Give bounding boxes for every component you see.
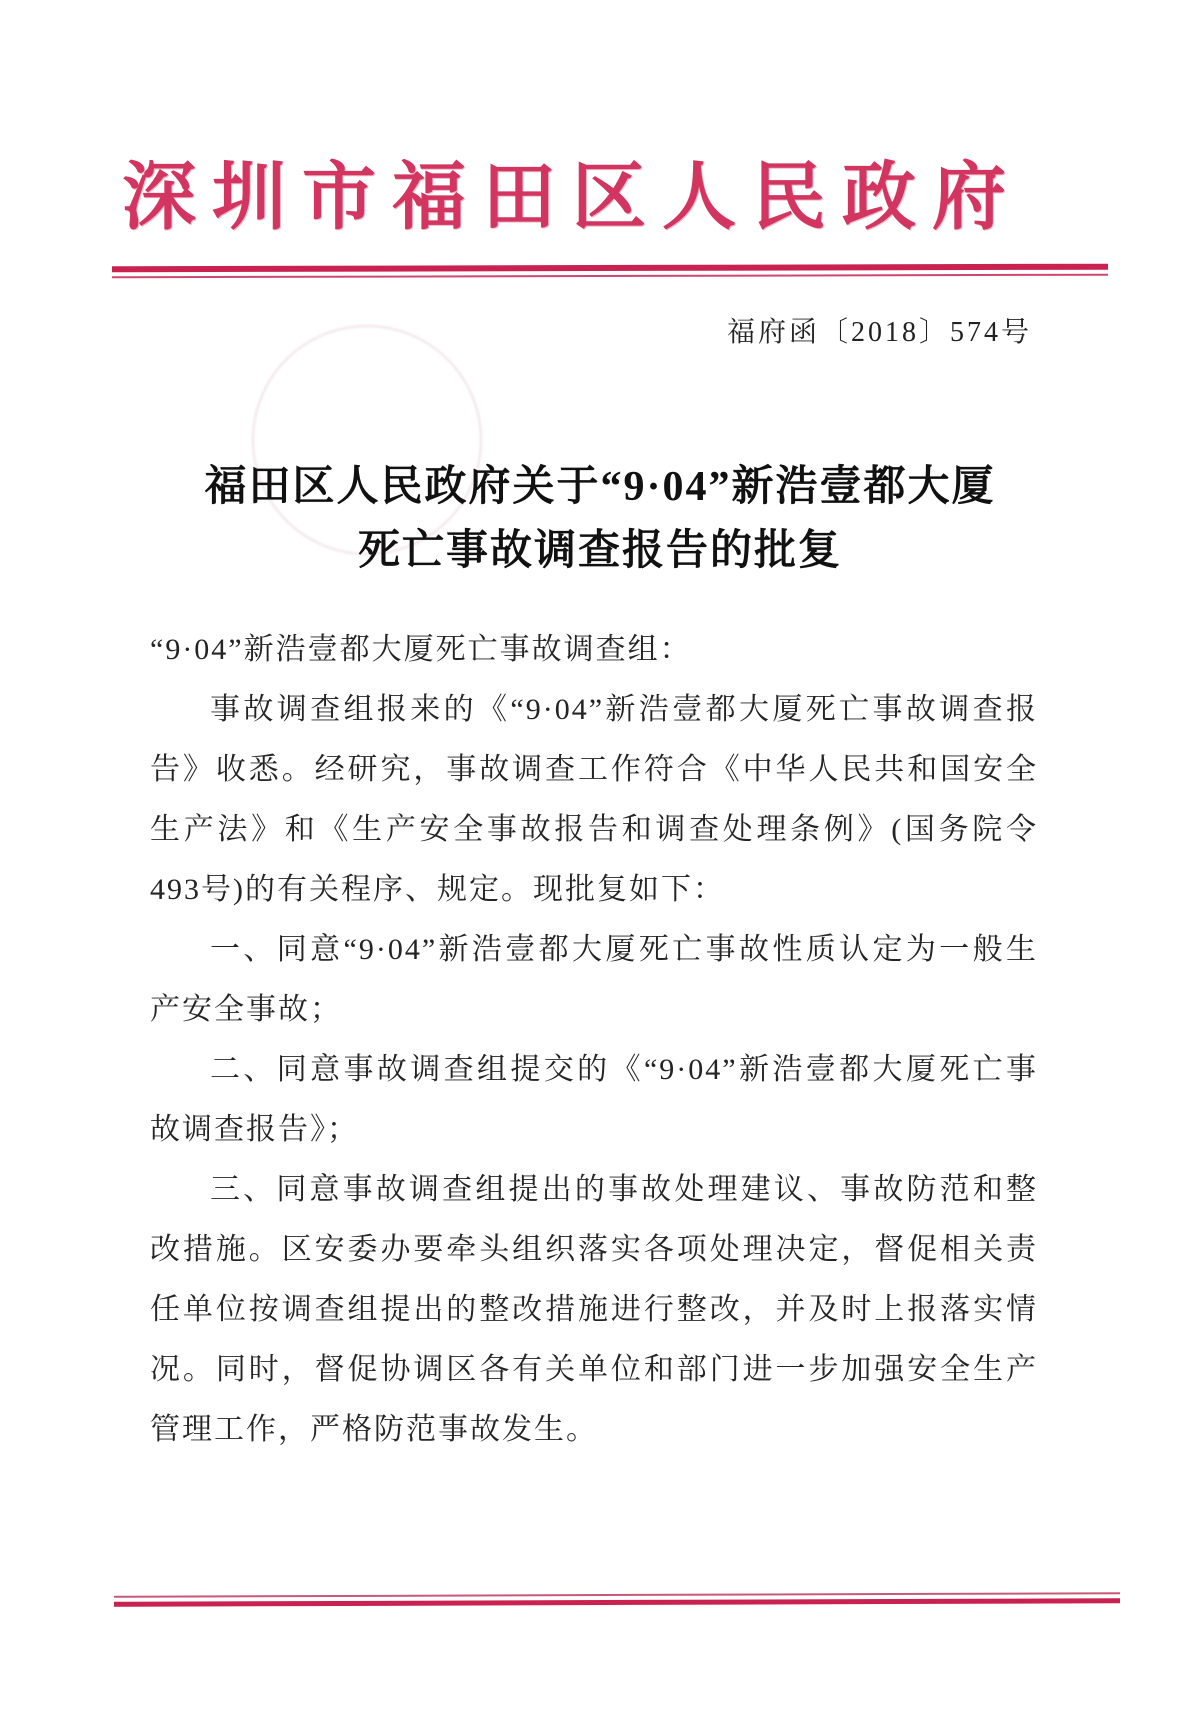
body-paragraph-intro: 事故调查组报来的《“9·04”新浩壹都大厦死亡事故调查报告》收悉。经研究，事故调查工作符合《中华人民共和国安全生产法》和《生产安全事故报告和调查处理条例》(国务院令493号)的有关程序、规定。现批复如下：: [150, 693, 1038, 906]
masthead-rule-thick-line: [112, 264, 1108, 273]
document-title: [0, 455, 1200, 583]
salutation-line: “9·04”新浩壹都大厦死亡事故调查组：: [150, 633, 692, 666]
footer-double-rule: [114, 1594, 1120, 1605]
body-paragraph-item-3: 三、同意事故调查组提出的事故处理建议、事故防范和整改措施。区安委办要牵头组织落实各项处理决定，督促相关责任单位按调查组提出的整改措施进行整改，并及时上报落实情况。同时，督促协调区各有关单位和部门进一步加强安全生产管理工作，严格防范事故发生。: [150, 1173, 1038, 1446]
document-title-line1: 福田区人民政府关于“9·04”新浩壹都大厦: [204, 464, 996, 510]
masthead-double-rule: [112, 265, 1108, 277]
body-paragraph-item-2: 二、同意事故调查组提交的《“9·04”新浩壹都大厦死亡事故调查报告》；: [150, 1053, 1038, 1146]
document-title-line2: 死亡事故调查报告的批复: [357, 528, 842, 574]
body-paragraph-item-1: 一、同意“9·04”新浩壹都大厦死亡事故性质认定为一般生产安全事故；: [150, 933, 1038, 1026]
footer-rule-thin-line: [114, 1592, 1120, 1598]
document-body: [150, 620, 1038, 1460]
masthead-rule-thin-line: [112, 274, 1108, 279]
footer-rule-thick-line: [114, 1598, 1120, 1607]
masthead-org-name: 深圳市福田区人民政府: [122, 157, 1022, 239]
document-reference-number: 福府函〔2018〕574号: [726, 317, 1032, 348]
